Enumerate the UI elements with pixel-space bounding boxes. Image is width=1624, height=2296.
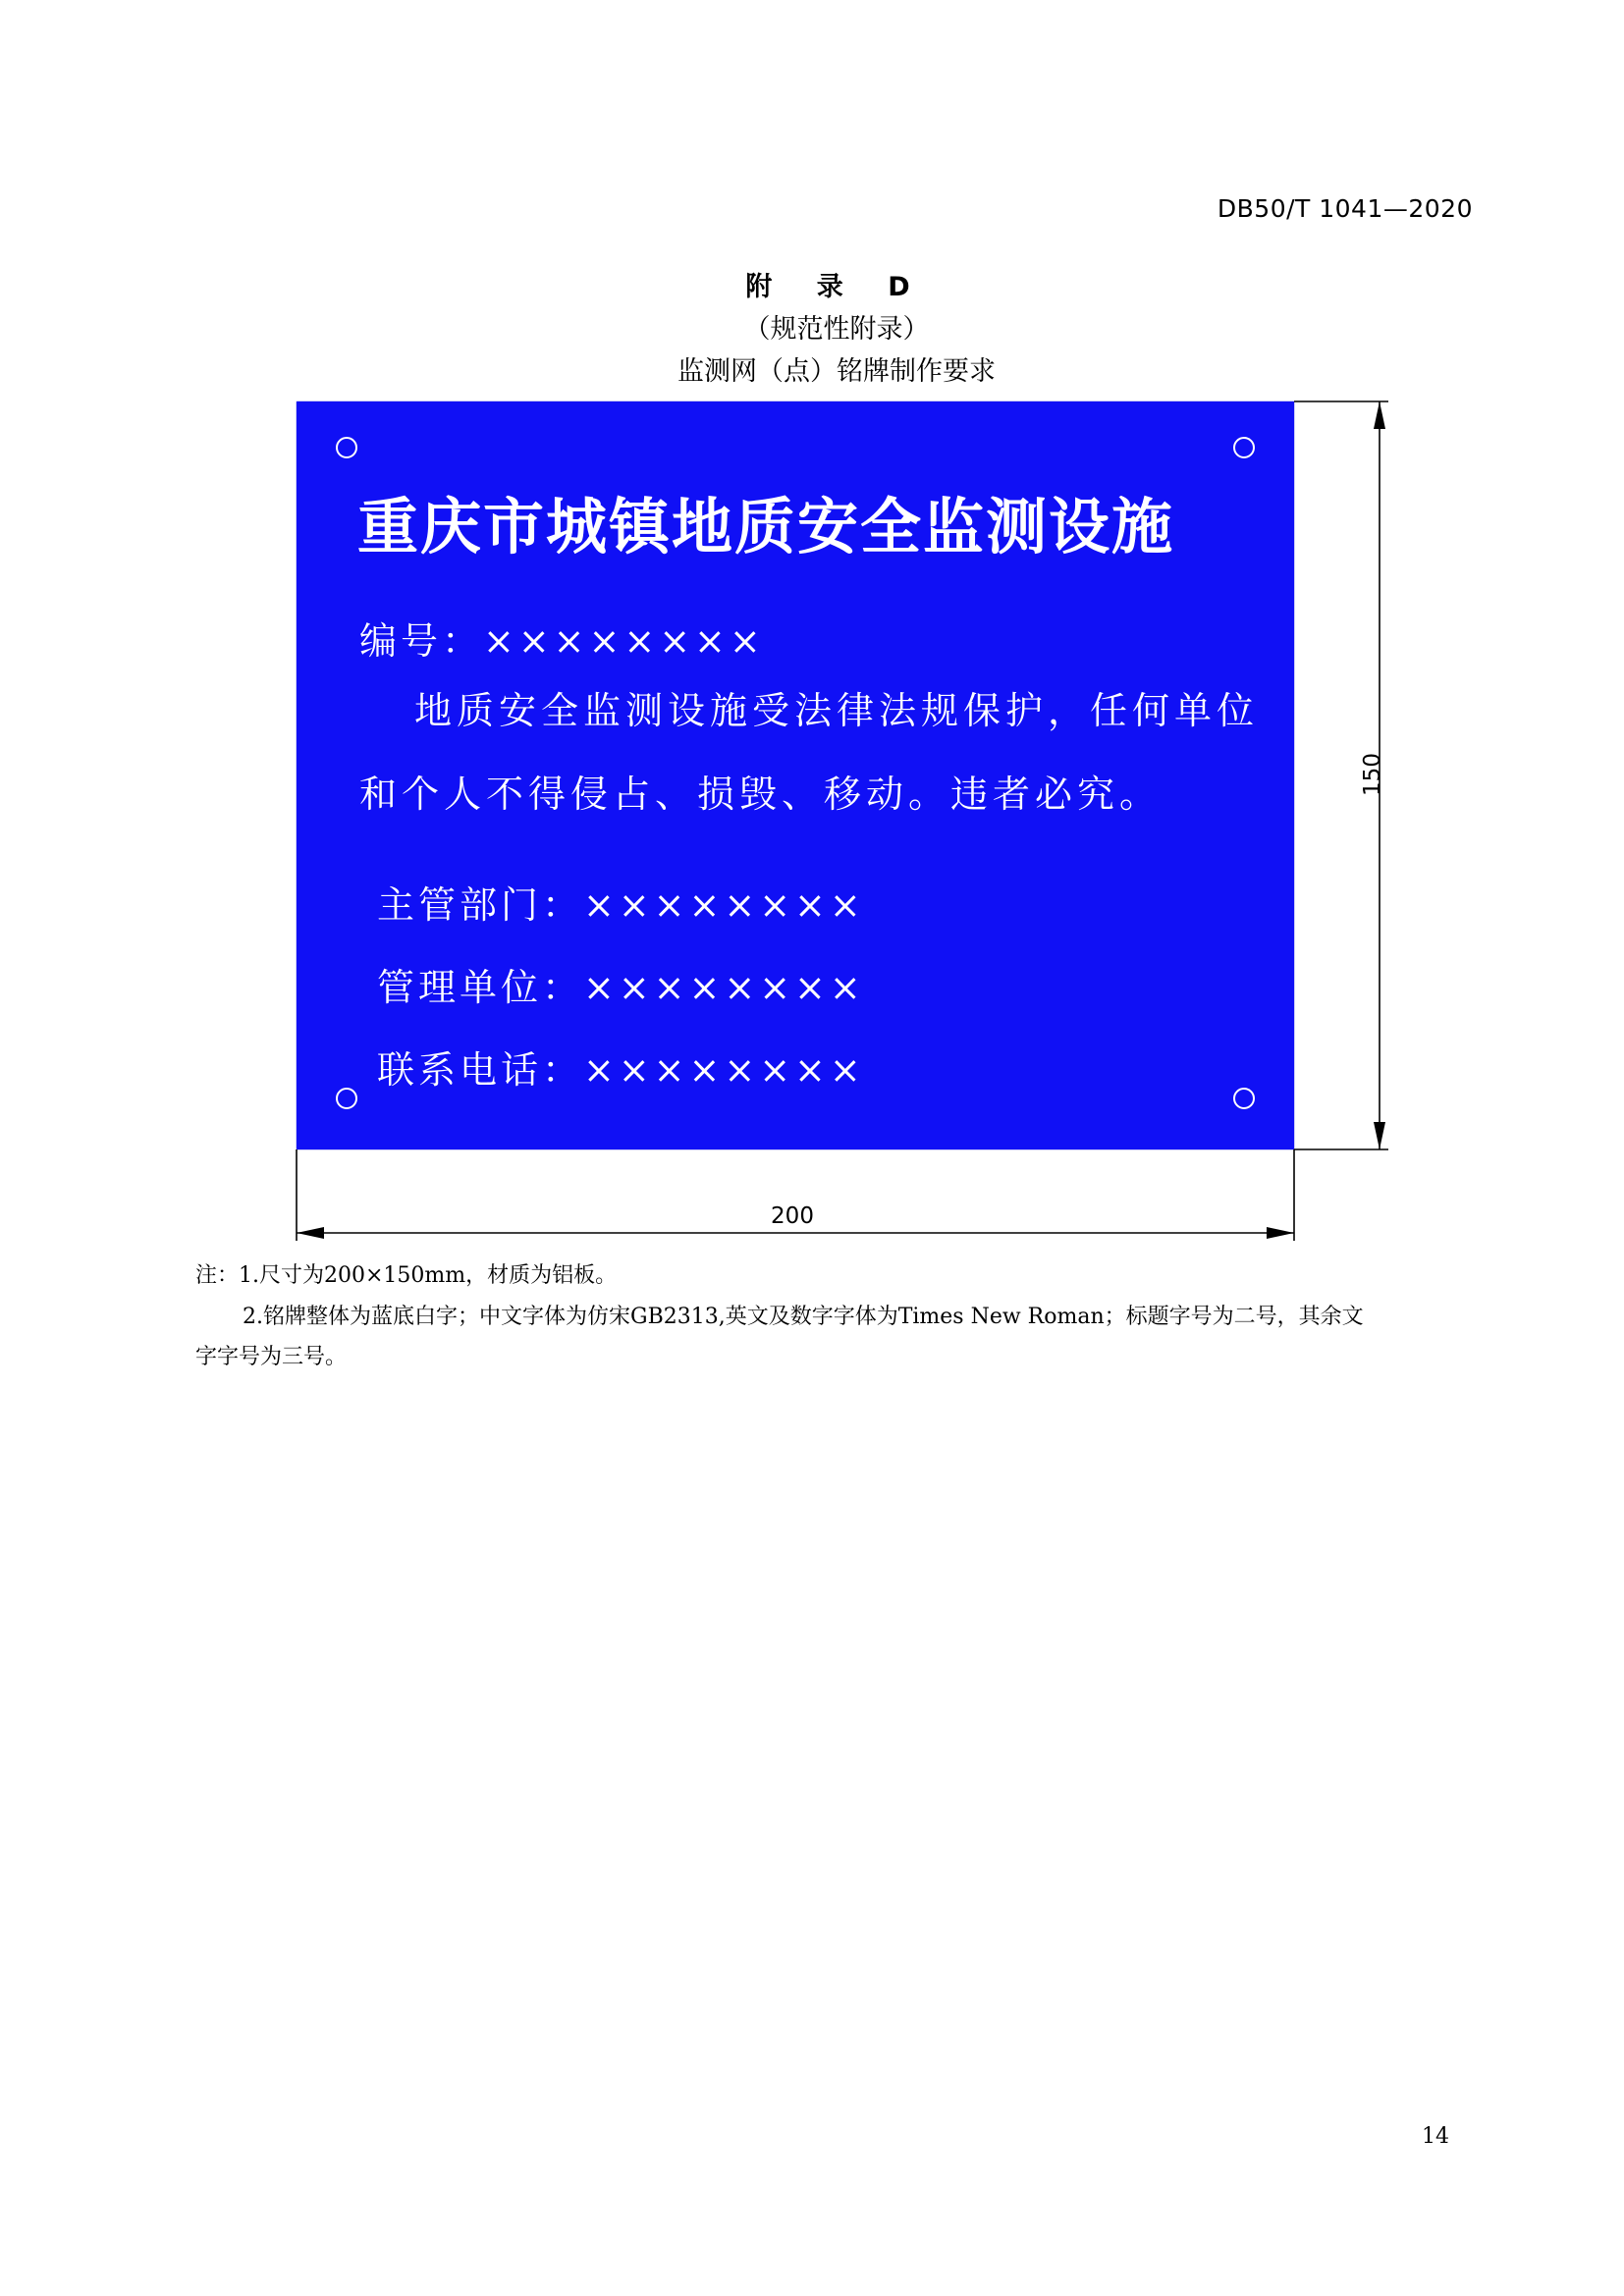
nameplate-notice-line-2: 和个人不得侵占、损毁、移动。违者必究。 — [359, 773, 1163, 816]
arrow-left-icon — [297, 1227, 324, 1239]
nameplate-unit-line: 管理单位：×××××××× — [377, 966, 865, 1009]
appendix-subject: 监测网（点）铭牌制作要求 — [677, 356, 996, 387]
note-line-3: 字字号为三号。 — [195, 1345, 348, 1369]
page-number: 14 — [1422, 2124, 1449, 2149]
note-line-2: 2.铭牌整体为蓝底白字；中文字体为仿宋GB2313,英文及数字字体为Times New Roman；标题字号为二号，其余文 — [243, 1305, 1364, 1329]
nameplate-title: 重庆市城镇地质安全监测设施 — [357, 491, 1175, 562]
mounting-hole-bottom-left — [336, 1088, 357, 1109]
mounting-hole-top-left — [336, 437, 357, 458]
height-dimension-label: 150 — [1360, 753, 1385, 796]
document-code: DB50/T 1041—2020 — [1217, 194, 1473, 223]
appendix-type: （规范性附录） — [743, 314, 930, 345]
nameplate-department-line: 主管部门：×××××××× — [377, 883, 865, 927]
nameplate-phone-line: 联系电话：×××××××× — [377, 1048, 865, 1092]
nameplate-notice-line-1: 地质安全监测设施受法律法规保护，任何单位 — [414, 689, 1260, 732]
nameplate — [297, 401, 1294, 1149]
nameplate-code-line: 编号：×××××××× — [359, 619, 765, 663]
note-line-1: 注：1.尺寸为200×150mm，材质为铝板。 — [195, 1263, 618, 1288]
arrow-up-icon — [1374, 401, 1385, 429]
arrow-down-icon — [1374, 1122, 1385, 1149]
width-dimension-label: 200 — [771, 1203, 814, 1229]
appendix-title: 附 录 D — [745, 272, 928, 302]
mounting-hole-top-right — [1233, 437, 1255, 458]
mounting-hole-bottom-right — [1233, 1088, 1255, 1109]
arrow-right-icon — [1267, 1227, 1294, 1239]
